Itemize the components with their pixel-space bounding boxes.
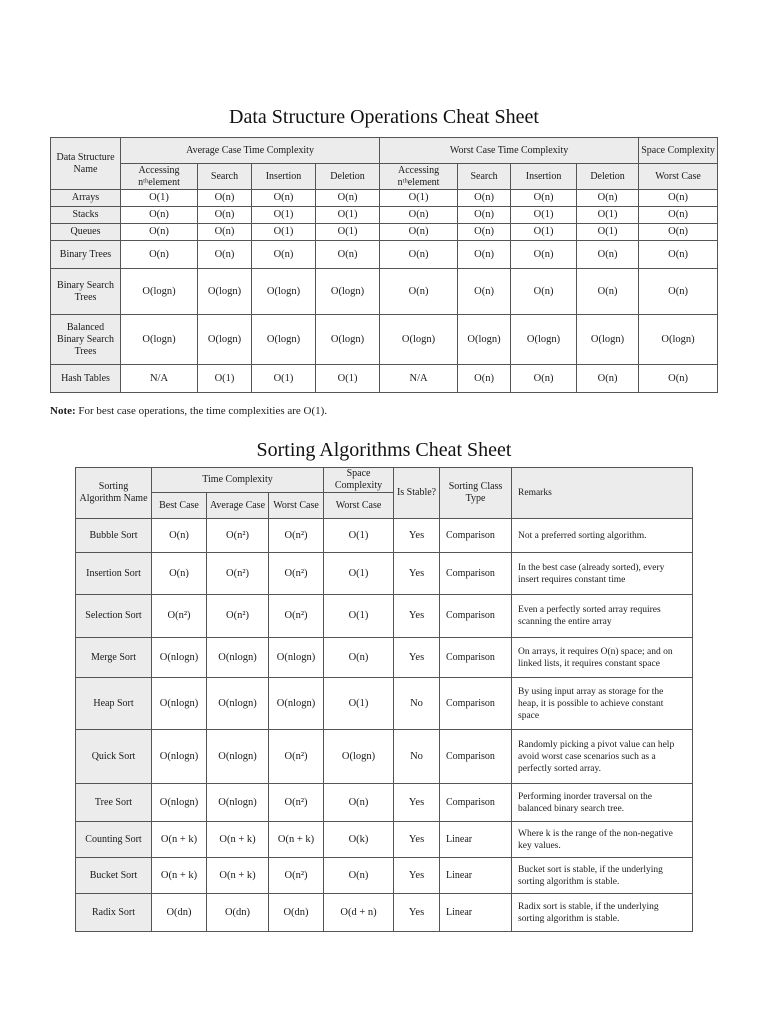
ds-row-name: Balanced Binary Search Trees	[51, 315, 121, 365]
sa-cell-worst: O(n²)	[269, 730, 324, 784]
ds-header-insertion-worst: Insertion	[511, 164, 577, 190]
sa-cell-class: Comparison	[440, 595, 512, 638]
sa-row	[76, 784, 693, 822]
sa-cell-best: O(nlogn)	[152, 784, 207, 822]
sa-row	[76, 894, 693, 932]
sa-cell-class: Comparison	[440, 519, 512, 553]
sa-cell-remark: Performing inorder traversal on the balanced binary search tree.	[512, 784, 693, 822]
ds-cell: O(logn)	[511, 315, 577, 365]
ds-cell: O(n)	[511, 190, 577, 207]
ds-cell: O(1)	[511, 207, 577, 224]
sa-header-worst: Worst Case	[269, 493, 324, 519]
ds-cell: O(1)	[252, 365, 316, 393]
ds-row	[51, 190, 718, 207]
sa-cell-space: O(n)	[324, 638, 394, 678]
sa-row-name: Counting Sort	[76, 822, 152, 858]
sa-cell-space: O(k)	[324, 822, 394, 858]
sa-cell-worst: O(n + k)	[269, 822, 324, 858]
ds-cell: O(logn)	[380, 315, 458, 365]
sa-cell-best: O(nlogn)	[152, 730, 207, 784]
ds-header-insertion: Insertion	[252, 164, 316, 190]
ds-cell: O(n)	[458, 365, 511, 393]
sa-cell-worst: O(n²)	[269, 784, 324, 822]
sa-row	[76, 638, 693, 678]
ds-header-average: Average Case Time Complexity	[121, 138, 380, 164]
ds-cell: O(n)	[639, 190, 718, 207]
sa-row-name: Selection Sort	[76, 595, 152, 638]
sa-cell-worst: O(n²)	[269, 519, 324, 553]
sa-header-average: Average Case	[207, 493, 269, 519]
sa-cell-class: Comparison	[440, 553, 512, 595]
sa-cell-stable: Yes	[394, 553, 440, 595]
sa-row-name: Heap Sort	[76, 678, 152, 730]
data-structure-table	[50, 137, 718, 393]
sa-cell-avg: O(n²)	[207, 519, 269, 553]
ds-header-deletion: Deletion	[316, 164, 380, 190]
sa-row-name: Tree Sort	[76, 784, 152, 822]
ds-cell: O(logn)	[121, 315, 198, 365]
sa-cell-space: O(1)	[324, 678, 394, 730]
sa-header-space-worst: Worst Case	[324, 493, 394, 519]
sa-cell-space: O(n)	[324, 784, 394, 822]
ds-cell: N/A	[121, 365, 198, 393]
sa-cell-worst: O(nlogn)	[269, 678, 324, 730]
sa-row	[76, 519, 693, 553]
ds-cell: O(logn)	[639, 315, 718, 365]
ds-cell: O(1)	[252, 207, 316, 224]
sa-row	[76, 553, 693, 595]
sa-row-name: Insertion Sort	[76, 553, 152, 595]
sa-cell-avg: O(n²)	[207, 595, 269, 638]
sa-cell-avg: O(n + k)	[207, 822, 269, 858]
sa-header-class: Sorting Class Type	[440, 468, 512, 519]
ds-cell: O(n)	[639, 269, 718, 315]
sa-cell-worst: O(dn)	[269, 894, 324, 932]
sa-cell-space: O(logn)	[324, 730, 394, 784]
sa-row-name: Radix Sort	[76, 894, 152, 932]
ds-header-space: Space Complexity	[639, 138, 718, 164]
ds-cell: O(n)	[577, 365, 639, 393]
sa-cell-stable: No	[394, 678, 440, 730]
sa-cell-avg: O(n²)	[207, 553, 269, 595]
complexity-note	[50, 405, 327, 417]
ds-cell: O(1)	[577, 207, 639, 224]
sa-header-stable: Is Stable?	[394, 468, 440, 519]
sa-cell-class: Linear	[440, 858, 512, 894]
sa-row	[76, 858, 693, 894]
ds-cell: O(logn)	[198, 315, 252, 365]
ds-row-name: Stacks	[51, 207, 121, 224]
sa-cell-space: O(1)	[324, 553, 394, 595]
ds-row	[51, 207, 718, 224]
ds-cell: O(n)	[458, 190, 511, 207]
ds-header-search: Search	[198, 164, 252, 190]
ds-cell: O(n)	[380, 269, 458, 315]
sa-cell-class: Comparison	[440, 638, 512, 678]
ds-cell: O(n)	[458, 241, 511, 269]
sa-cell-space: O(d + n)	[324, 894, 394, 932]
sa-header-time: Time Complexity	[152, 468, 324, 493]
ds-cell: O(n)	[577, 241, 639, 269]
sa-cell-best: O(dn)	[152, 894, 207, 932]
ds-cell: O(1)	[198, 365, 252, 393]
sa-row	[76, 822, 693, 858]
ds-cell: O(n)	[121, 241, 198, 269]
ds-cell: O(n)	[198, 241, 252, 269]
ds-cell: O(logn)	[198, 269, 252, 315]
sa-cell-worst: O(nlogn)	[269, 638, 324, 678]
ds-row	[51, 315, 718, 365]
sa-row-name: Bucket Sort	[76, 858, 152, 894]
sa-cell-space: O(1)	[324, 595, 394, 638]
ds-cell: O(logn)	[316, 315, 380, 365]
sa-cell-remark: Not a preferred sorting algorithm.	[512, 519, 693, 553]
sa-cell-stable: Yes	[394, 858, 440, 894]
sa-cell-remark: In the best case (already sorted), every insert requires constant time	[512, 553, 693, 595]
sa-row-name: Bubble Sort	[76, 519, 152, 553]
sa-row	[76, 678, 693, 730]
sa-cell-remark: Even a perfectly sorted array requires scanning the entire array	[512, 595, 693, 638]
sa-cell-remark: Radix sort is stable, if the underlying sorting algorithm is stable.	[512, 894, 693, 932]
sa-cell-best: O(n + k)	[152, 822, 207, 858]
ds-cell: O(n)	[577, 269, 639, 315]
ds-row-name: Queues	[51, 224, 121, 241]
sa-cell-stable: Yes	[394, 894, 440, 932]
sa-cell-class: Linear	[440, 822, 512, 858]
ds-cell: O(n)	[639, 224, 718, 241]
ds-row-name: Arrays	[51, 190, 121, 207]
sa-row	[76, 595, 693, 638]
ds-cell: O(n)	[458, 269, 511, 315]
sa-cell-stable: Yes	[394, 638, 440, 678]
ds-cell: O(1)	[316, 207, 380, 224]
note-label: Note:	[50, 405, 76, 417]
sa-cell-best: O(n + k)	[152, 858, 207, 894]
ds-cell: O(logn)	[121, 269, 198, 315]
ds-cell: O(n)	[198, 224, 252, 241]
ds-row-name: Hash Tables	[51, 365, 121, 393]
ds-cell: O(n)	[511, 365, 577, 393]
ds-row	[51, 365, 718, 393]
sa-cell-remark: Randomly picking a pivot value can help avoid worst case scenarios such as a perfectly sorted array.	[512, 730, 693, 784]
ds-row-name: Binary Search Trees	[51, 269, 121, 315]
sa-cell-avg: O(nlogn)	[207, 638, 269, 678]
ds-cell: O(n)	[252, 190, 316, 207]
ds-cell: O(n)	[511, 269, 577, 315]
sa-cell-best: O(n)	[152, 553, 207, 595]
sa-cell-class: Linear	[440, 894, 512, 932]
ds-header-search-worst: Search	[458, 164, 511, 190]
ds-header-space-worst: Worst Case	[639, 164, 718, 190]
ds-cell: O(n)	[198, 207, 252, 224]
ds-cell: O(n)	[316, 190, 380, 207]
sa-cell-remark: By using input array as storage for the heap, it is possible to achieve constant space	[512, 678, 693, 730]
ds-cell: O(1)	[577, 224, 639, 241]
sa-cell-best: O(nlogn)	[152, 678, 207, 730]
sa-cell-avg: O(n + k)	[207, 858, 269, 894]
sa-cell-worst: O(n²)	[269, 553, 324, 595]
note-text: For best case operations, the time complexities are O(1).	[75, 405, 328, 417]
ds-cell: O(n)	[639, 207, 718, 224]
ds-cell: O(logn)	[252, 315, 316, 365]
ds-cell: O(n)	[121, 224, 198, 241]
sa-cell-avg: O(nlogn)	[207, 730, 269, 784]
ds-cell: O(n)	[316, 241, 380, 269]
sa-cell-remark: Bucket sort is stable, if the underlying sorting algorithm is stable.	[512, 858, 693, 894]
sa-cell-best: O(nlogn)	[152, 638, 207, 678]
ds-cell: O(1)	[511, 224, 577, 241]
ds-row	[51, 224, 718, 241]
ds-header-worst: Worst Case Time Complexity	[380, 138, 639, 164]
ds-cell: O(1)	[316, 224, 380, 241]
sa-cell-stable: Yes	[394, 784, 440, 822]
ds-cell: N/A	[380, 365, 458, 393]
ds-row-name: Binary Trees	[51, 241, 121, 269]
sa-cell-worst: O(n²)	[269, 858, 324, 894]
ds-cell: O(n)	[198, 190, 252, 207]
sa-cell-space: O(1)	[324, 519, 394, 553]
sa-row-name: Quick Sort	[76, 730, 152, 784]
ds-row	[51, 241, 718, 269]
ds-cell: O(n)	[458, 224, 511, 241]
ds-cell: O(n)	[511, 241, 577, 269]
ds-header-accessing: Accessing nᵗʰelement	[121, 164, 198, 190]
ds-cell: O(logn)	[458, 315, 511, 365]
sa-row	[76, 730, 693, 784]
sa-cell-avg: O(nlogn)	[207, 784, 269, 822]
sa-cell-stable: Yes	[394, 519, 440, 553]
sa-cell-stable: Yes	[394, 822, 440, 858]
ds-header-deletion-worst: Deletion	[577, 164, 639, 190]
ds-row	[51, 269, 718, 315]
ds-header-accessing-worst: Accessing nᵗʰelement	[380, 164, 458, 190]
ds-cell: O(n)	[458, 207, 511, 224]
ds-cell: O(1)	[316, 365, 380, 393]
ds-cell: O(logn)	[316, 269, 380, 315]
sa-cell-remark: Where k is the range of the non-negative key values.	[512, 822, 693, 858]
sa-cell-avg: O(nlogn)	[207, 678, 269, 730]
ds-cell: O(logn)	[252, 269, 316, 315]
sa-cell-best: O(n)	[152, 519, 207, 553]
sa-cell-best: O(n²)	[152, 595, 207, 638]
ds-cell: O(n)	[252, 241, 316, 269]
ds-cell: O(1)	[121, 190, 198, 207]
sa-cell-class: Comparison	[440, 784, 512, 822]
sa-header-best: Best Case	[152, 493, 207, 519]
ds-header-name: Data Structure Name	[51, 138, 121, 190]
ds-cell: O(logn)	[577, 315, 639, 365]
ds-cell: O(1)	[380, 190, 458, 207]
sa-cell-space: O(n)	[324, 858, 394, 894]
sa-cell-class: Comparison	[440, 730, 512, 784]
sa-cell-avg: O(dn)	[207, 894, 269, 932]
ds-cell: O(1)	[252, 224, 316, 241]
sa-header-name: Sorting Algorithm Name	[76, 468, 152, 519]
sa-cell-stable: Yes	[394, 595, 440, 638]
ds-cell: O(n)	[639, 241, 718, 269]
sorting-table	[75, 467, 693, 932]
ds-cell: O(n)	[121, 207, 198, 224]
ds-cell: O(n)	[380, 241, 458, 269]
sa-row-name: Merge Sort	[76, 638, 152, 678]
sa-cell-stable: No	[394, 730, 440, 784]
sa-cell-worst: O(n²)	[269, 595, 324, 638]
ds-title: Data Structure Operations Cheat Sheet	[229, 106, 539, 128]
sa-title: Sorting Algorithms Cheat Sheet	[256, 439, 512, 461]
ds-cell: O(n)	[577, 190, 639, 207]
ds-cell: O(n)	[639, 365, 718, 393]
sa-cell-remark: On arrays, it requires O(n) space; and on linked lists, it requires constant space	[512, 638, 693, 678]
sa-header-remarks: Remarks	[512, 468, 693, 519]
sa-header-space: Space Complexity	[324, 468, 394, 493]
ds-cell: O(n)	[380, 224, 458, 241]
ds-cell: O(n)	[380, 207, 458, 224]
sa-cell-class: Comparison	[440, 678, 512, 730]
